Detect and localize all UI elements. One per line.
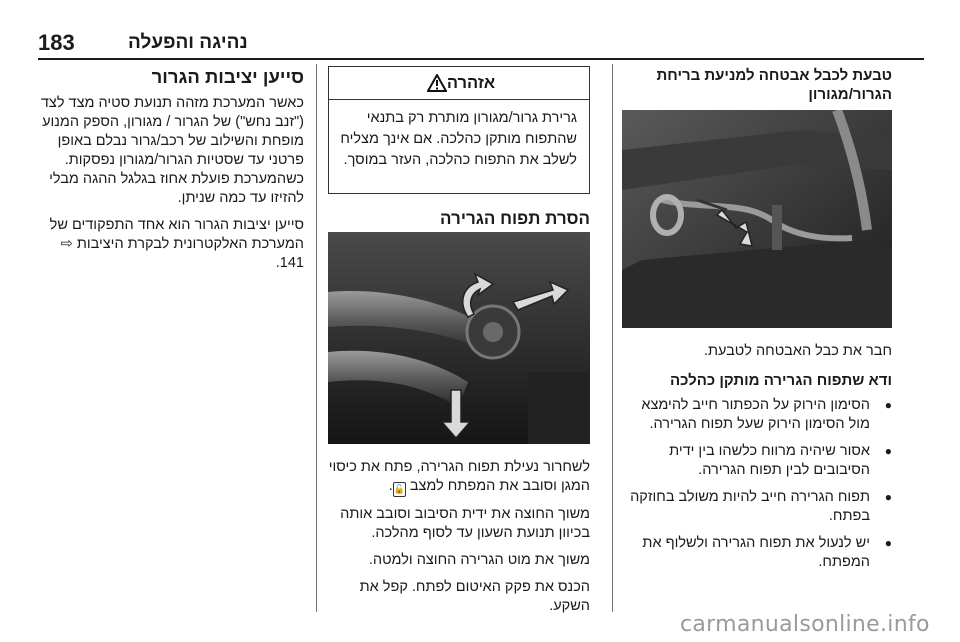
- trailer-stability-heading: סייען יציבות הגרור: [151, 66, 304, 87]
- check-heading: ודא שתפוח הגרירה מותקן כהלכה: [670, 372, 892, 389]
- warning-header: [329, 67, 589, 100]
- trailer-stability-description: כאשר המערכת מזהה תנועת סטיה מצד לצד ("זנב נחש") של הגרור / מגורון, הספק המנוע מופחת והשילוב של רכב/גרור נבלם באופן פרטני עד שסטיות הגרור/מגורון נפסקות. כשהמערכת פועלת אחוז בגלגל ההגה מבלי להזיזו עד כמה שניתן.: [40, 95, 304, 206]
- unlock-text: לשחרור נעילת תפוח הגרירה, פתח את כיסוי המגן וסובב את המפתח למצב: [328, 459, 590, 494]
- page-header: [38, 30, 922, 60]
- insert-plug-instruction: הכנס את פקק האיטום לפתח. קפל את השקע.: [359, 579, 590, 614]
- left-column: [36, 66, 304, 281]
- unlock-end: .: [388, 478, 393, 494]
- list-item: ● הסימון הירוק על הכפתור חייב להימצא מול הסימון הירוק שעל תפוח הגרירה.: [622, 396, 892, 434]
- warning-title: אזהרה: [446, 73, 496, 92]
- photo-caption: חבר את כבל האבטחה לטבעת.: [703, 343, 892, 359]
- middle-column-lower: [328, 458, 590, 624]
- pull-bar-instruction: משוך את מוט הגרירה החוצה ולמטה.: [368, 552, 590, 568]
- column-divider-right: [612, 64, 613, 612]
- column-divider-left: [316, 64, 317, 612]
- warning-text: גרירת גרור/מגורון מותרת רק בתנאי שהתפוח מותקן כהלכה. אם אינך מצליח לשלב את התפוח כהלכה, העזר במוסך.: [340, 110, 577, 168]
- removal-heading: הסרת תפוח הגרירה: [440, 209, 590, 228]
- unlock-icon: 🔓: [393, 482, 406, 497]
- warning-triangle-icon: [427, 74, 447, 92]
- safety-cable-ring-illustration: [622, 110, 892, 328]
- list-item: ● אסור שיהיה מרווח כלשהו בין ידית הסיבובים לבין תפוח הגרירה.: [622, 442, 892, 480]
- list-item: ● תפוח הגרירה חייב להיות משולב בחוזקה בפתח.: [622, 488, 892, 526]
- turn-handle-instruction: משוך החוצה את ידית הסיבוב וסובב אותה בכיוון תנועת השעון עד לסוף מהלכה.: [340, 506, 590, 541]
- trailer-stability-reference: סייען יציבות הגרור הוא אחד התפקודים של המערכת האלקטרונית לבקרת היציבות ⇨ 141.: [49, 217, 304, 271]
- section-title: נהיגה והפעלה: [128, 32, 248, 53]
- check-list: [622, 396, 892, 572]
- right-column: [622, 66, 892, 110]
- list-item: ● יש לנעול את תפוח הגרירה ולשלוף את המפתח.: [622, 534, 892, 572]
- warning-box: [328, 66, 590, 194]
- safety-cable-ring-photo: [622, 110, 892, 328]
- right-heading: טבעת לכבל אבטחה למניעת בריחת הגרור/מגורון: [656, 67, 892, 103]
- page-number: 183: [38, 30, 75, 55]
- header-rule: [38, 58, 924, 60]
- tow-ball-removal-photo: [328, 232, 590, 444]
- unlock-instruction: [328, 458, 590, 497]
- tow-ball-illustration: [328, 232, 590, 444]
- watermark: carmanualsonline.info: [680, 612, 930, 637]
- right-column-lower: [622, 342, 892, 580]
- page-reference-link[interactable]: 141: [279, 255, 304, 271]
- arrow-right-icon: ⇨: [60, 236, 73, 252]
